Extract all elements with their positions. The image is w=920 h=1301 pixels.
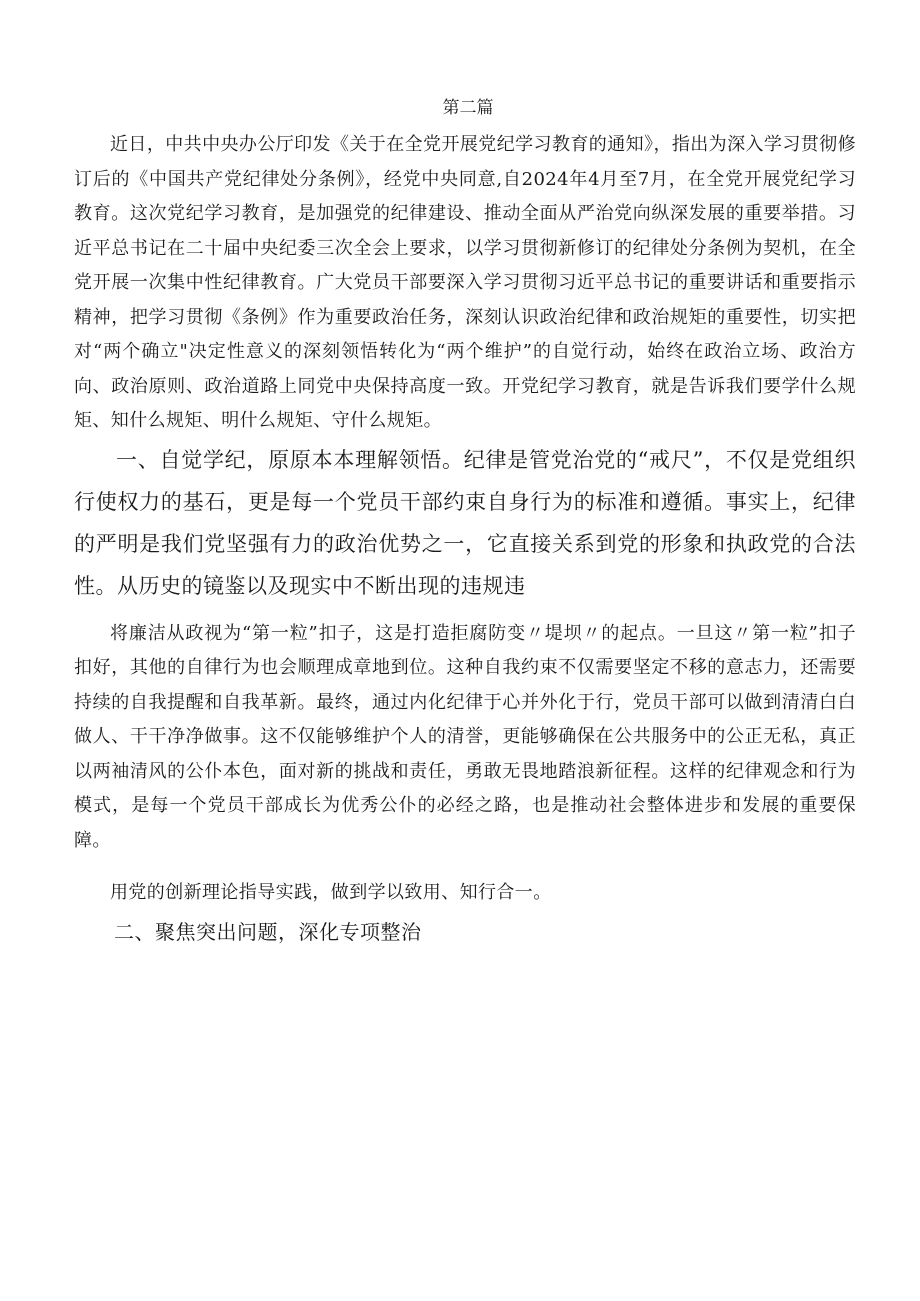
document-page (74, 92, 856, 952)
document-title: 第二篇 (442, 98, 494, 118)
paragraph-section-one: 一、自觉学纪，原原本本理解领悟。纪律是管党治党的“戒尺”，不仅是党组织行使权力的基石，更是每一个党员干部约束自身行为的标准和遵循。事实上，纪律的严明是我们党坚强有力的政治优势之一，它直接关系到党的形象和执政党的合法性。从历史的镜鉴以及现实中不断出现的违规违 (74, 447, 856, 598)
section-heading-two: 二、聚焦突出问题，深化专项整治 (114, 920, 422, 944)
paragraph-practice: 用党的创新理论指导实践，做到学以致用、知行合一。 (110, 882, 552, 903)
paragraph-intro: 近日，中共中央办公厅印发《关于在全党开展党纪学习教育的通知》，指出为深入学习贯彻修订后的《中国共产党纪律处分条例》，经党中央同意,自2024年4月至7月，在全党开展党纪学习教育。这次党纪学习教育，是加强党的纪律建设、推动全面从严治党向纵深发展的重要举措。习近平总书记在二十届中央纪委三次全会上要求，以学习贯彻新修订的纪律处分条例为契机，在全党开展一次集中性纪律教育。广大党员干部要深入学习贯彻习近平总书记的重要讲话和重要指示精神，把学习贯彻《条例》作为重要政治任务，深刻认识政治纪律和政治规矩的重要性，切实把对“两个确立"决定性意义的深刻领悟转化为“两个维护”的自觉行动，始终在政治立场、政治方向、政治原则、政治道路上同党中央保持高度一致。开党纪学习教育，就是告诉我们要学什么规矩、知什么规矩、明什么规矩、守什么规矩。 (74, 134, 856, 431)
paragraph-integrity: 将廉洁从政视为“第一粒”扣子，这是打造拒腐防变〃堤坝〃的起点。一旦这〃第一粒”扣子扣好，其他的自律行为也会顺理成章地到位。这种自我约束不仅需要坚定不移的意志力，还需要持续的自我提醒和自我革新。最终，通过内化纪律于心并外化于行，党员干部可以做到清清白白做人、干干净净做事。这不仅能够维护个人的清誉，更能够确保在公共服务中的公正无私，真正以两袖清风的公仆本色，面对新的挑战和责任，勇敢无畏地踏浪新征程。这样的纪律观念和行为模式，是每一个党员干部成长为优秀公仆的必经之路，也是推动社会整体进步和发展的重要保障。 (74, 622, 856, 851)
